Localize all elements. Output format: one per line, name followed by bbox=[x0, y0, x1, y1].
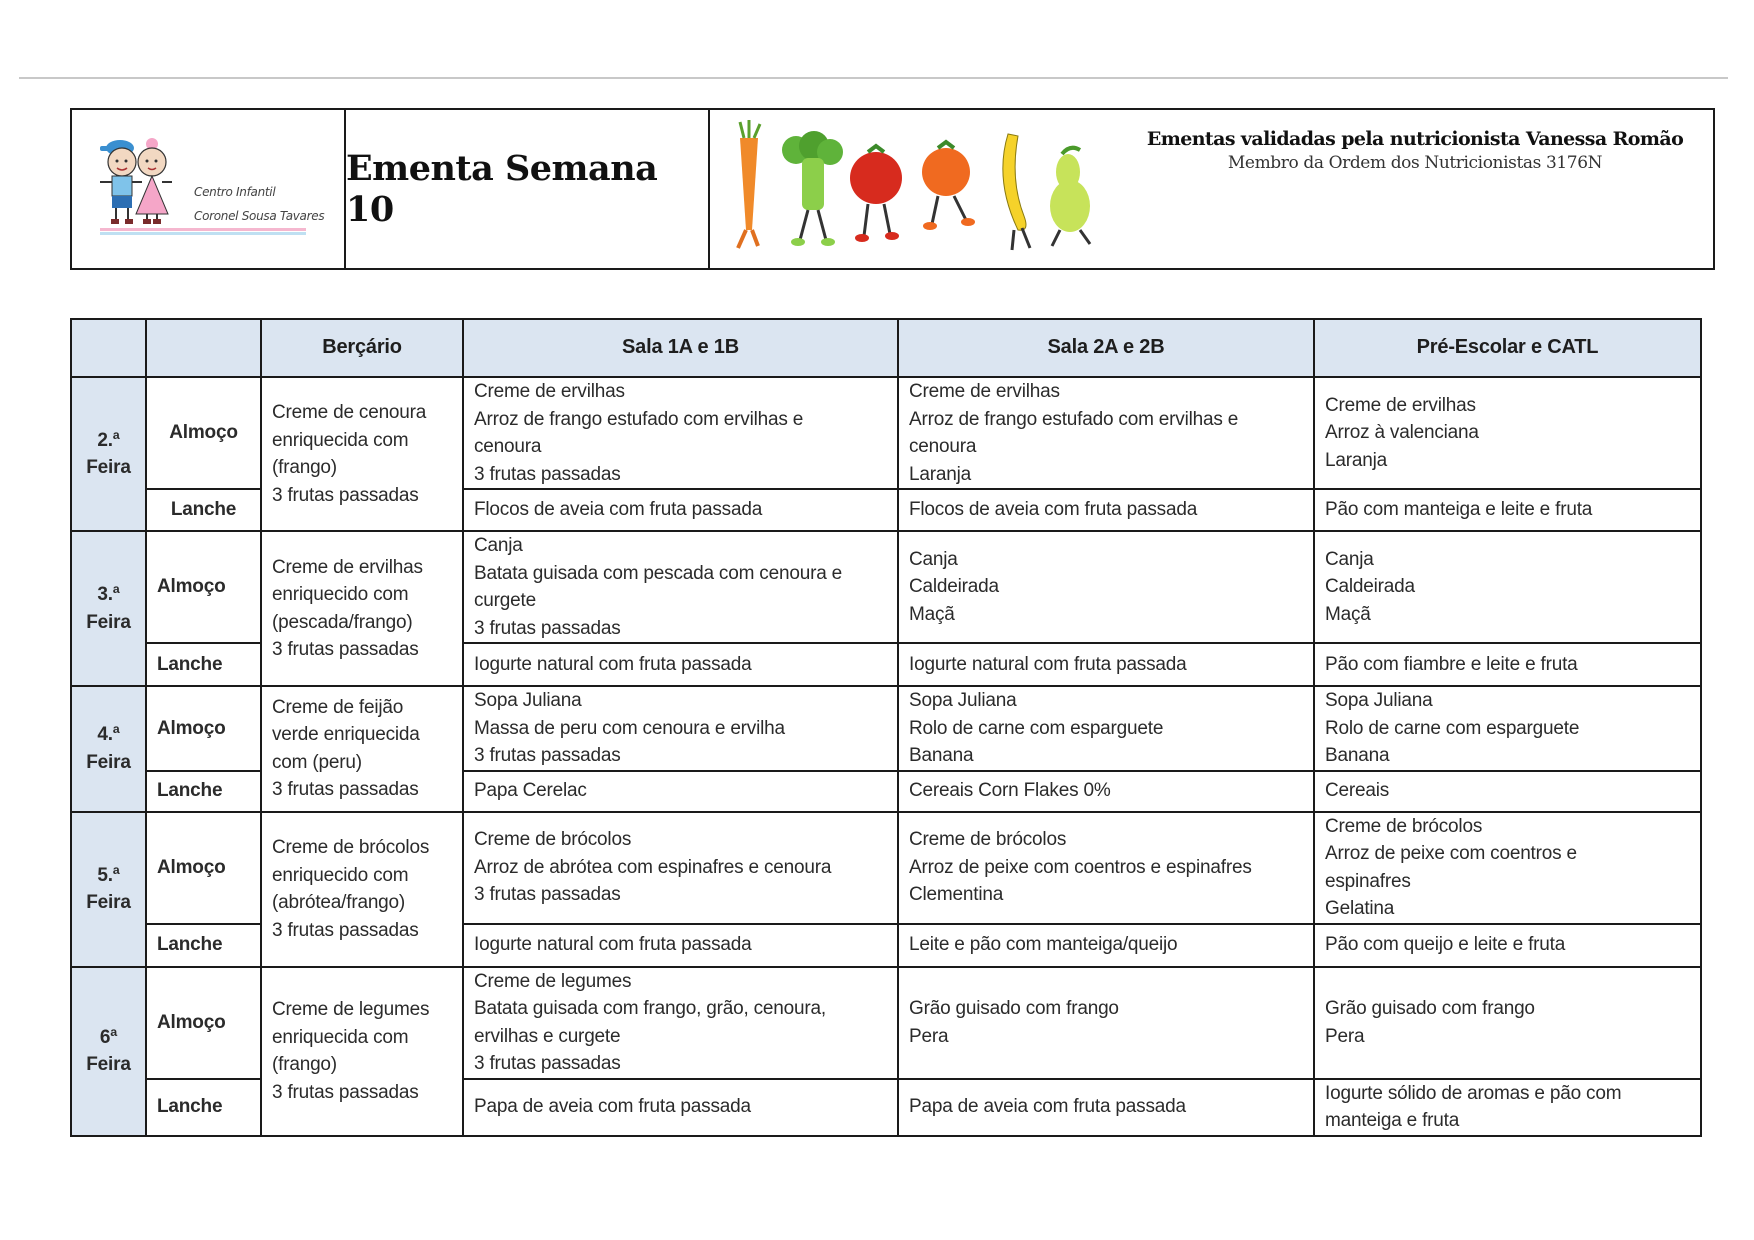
lanche-cell-sala1 bbox=[463, 1079, 898, 1136]
menu-line: Iogurte natural com fruta passada bbox=[474, 653, 752, 675]
lanche-cell-sala1 bbox=[463, 924, 898, 967]
lanche-cell-sala2 bbox=[898, 643, 1314, 686]
menu-line: Creme de brócolos bbox=[909, 829, 1067, 851]
logo-cell bbox=[72, 110, 346, 268]
menu-line: (frango) bbox=[272, 1054, 337, 1075]
logo-line-1: Centro Infantil bbox=[194, 185, 276, 199]
almoco-cell-sala1 bbox=[463, 377, 898, 489]
menu-line: cenoura bbox=[474, 436, 542, 457]
almoco-cell-sala2 bbox=[898, 377, 1314, 489]
menu-line: Feira bbox=[86, 611, 131, 633]
menu-line: Banana bbox=[909, 745, 974, 766]
menu-line: Canja bbox=[474, 535, 523, 556]
menu-line: Creme de legumes bbox=[474, 970, 632, 992]
menu-line: Creme de cenoura bbox=[272, 402, 427, 423]
menu-line: 3 frutas passadas bbox=[474, 1053, 621, 1074]
meal-label-lanche: Lanche bbox=[146, 1079, 261, 1136]
bercario-cell bbox=[261, 377, 463, 531]
meal-label-almoco: Almoço bbox=[146, 686, 261, 771]
menu-line: enriquecido com bbox=[272, 584, 409, 605]
day-label bbox=[71, 686, 146, 812]
lanche-cell-pre bbox=[1314, 643, 1701, 686]
menu-line: Canja bbox=[1325, 548, 1374, 570]
almoco-cell-sala1 bbox=[463, 812, 898, 924]
lanche-cell-sala2 bbox=[898, 1079, 1314, 1136]
menu-line: Sopa Juliana bbox=[474, 690, 582, 711]
almoco-cell-sala1 bbox=[463, 967, 898, 1079]
almoco-cell-pre bbox=[1314, 812, 1701, 924]
menu-line: Creme de ervilhas bbox=[272, 556, 423, 578]
page-title: Ementa Semana 10 bbox=[346, 148, 658, 230]
menu-line: 2.ª bbox=[97, 429, 120, 451]
validation-line-2: Membro da Ordem dos Nutricionistas 3176N bbox=[1227, 153, 1603, 173]
menu-line: 3.ª bbox=[97, 584, 120, 605]
day-label bbox=[71, 967, 146, 1136]
logo-line-2: Coronel Sousa Tavares bbox=[194, 209, 325, 223]
menu-line: Creme de ervilhas bbox=[1325, 394, 1476, 416]
menu-line: 3 frutas passadas bbox=[272, 639, 419, 660]
menu-line: Creme de ervilhas bbox=[474, 381, 625, 402]
menu-line: Leite e pão com manteiga/queijo bbox=[909, 934, 1178, 956]
menu-line: Flocos de aveia com fruta passada bbox=[474, 499, 763, 521]
menu-line: Clementina bbox=[909, 884, 1004, 906]
menu-line: enriquecida com bbox=[272, 1026, 409, 1048]
almoco-cell-sala1 bbox=[463, 531, 898, 643]
menu-line: 5.ª bbox=[97, 864, 120, 886]
menu-line: 3 frutas passadas bbox=[474, 745, 621, 766]
menu-line: Arroz de peixe com coentros e espinafres bbox=[909, 856, 1252, 878]
column-header-day bbox=[71, 319, 146, 377]
menu-line: Papa Cerelac bbox=[474, 780, 587, 802]
menu-line: Rolo de carne com esparguete bbox=[1325, 717, 1580, 739]
lanche-cell-sala2 bbox=[898, 489, 1314, 531]
meal-label-lanche: Lanche bbox=[146, 771, 261, 812]
day-label bbox=[71, 812, 146, 967]
menu-line: Creme de brócolos bbox=[474, 829, 632, 851]
menu-line: Sopa Juliana bbox=[1325, 690, 1433, 711]
kids-logo-icon bbox=[92, 124, 324, 252]
lanche-cell-pre bbox=[1314, 489, 1701, 531]
menu-line: Caldeirada bbox=[1325, 576, 1415, 598]
menu-line: (abrótea/frango) bbox=[272, 892, 406, 913]
table-row-almoco bbox=[71, 531, 1701, 643]
menu-line: com (peru) bbox=[272, 751, 362, 773]
table-row-almoco bbox=[71, 686, 1701, 771]
table-row-almoco bbox=[71, 967, 1701, 1079]
menu-line: Creme de legumes bbox=[272, 999, 430, 1020]
menu-line: (frango) bbox=[272, 457, 337, 478]
menu-line: Feira bbox=[86, 1054, 131, 1075]
menu-line: 3 frutas passadas bbox=[272, 1081, 419, 1103]
page-top-rule bbox=[19, 77, 1728, 79]
menu-line: Arroz de frango estufado com ervilhas e bbox=[474, 408, 804, 430]
menu-line: Rolo de carne com esparguete bbox=[909, 717, 1164, 739]
menu-line: 6ª bbox=[99, 1026, 118, 1048]
lanche-cell-pre bbox=[1314, 1079, 1701, 1136]
menu-line: Pera bbox=[1325, 1025, 1365, 1047]
menu-line: Creme de feijão bbox=[272, 696, 404, 718]
menu-line: Maçã bbox=[1325, 603, 1371, 625]
meal-label-lanche: Lanche bbox=[146, 643, 261, 686]
menu-line: Laranja bbox=[909, 463, 971, 485]
menu-line: Sopa Juliana bbox=[909, 690, 1017, 711]
menu-line: manteiga e fruta bbox=[1325, 1110, 1460, 1131]
almoco-cell-sala1 bbox=[463, 686, 898, 771]
lanche-cell-pre bbox=[1314, 771, 1701, 812]
table-header-row bbox=[71, 319, 1701, 377]
menu-line: curgete bbox=[474, 590, 536, 611]
menu-line: 3 frutas passadas bbox=[474, 617, 621, 639]
menu-line: Cereais bbox=[1325, 780, 1390, 802]
column-header-sala-1: Sala 1A e 1B bbox=[463, 319, 898, 377]
almoco-cell-pre bbox=[1314, 531, 1701, 643]
column-header-bercario: Berçário bbox=[261, 319, 463, 377]
menu-line: Creme de ervilhas bbox=[909, 381, 1060, 402]
meal-label-lanche: Lanche bbox=[146, 924, 261, 967]
menu-line: verde enriquecida bbox=[272, 724, 420, 746]
lanche-cell-pre bbox=[1314, 924, 1701, 967]
menu-line: 3 frutas passadas bbox=[474, 463, 621, 485]
menu-line: 4.ª bbox=[97, 724, 120, 746]
logo-text bbox=[194, 180, 324, 228]
lanche-cell-sala2 bbox=[898, 771, 1314, 812]
menu-line: Papa de aveia com fruta passada bbox=[474, 1096, 751, 1118]
meal-label-almoco: Almoço bbox=[146, 377, 261, 489]
menu-line: Arroz de peixe com coentros e bbox=[1325, 843, 1577, 864]
menu-line: Creme de brócolos bbox=[1325, 815, 1483, 837]
menu-line: 3 frutas passadas bbox=[272, 484, 419, 506]
menu-line: Papa de aveia com fruta passada bbox=[909, 1096, 1186, 1118]
menu-header bbox=[70, 108, 1715, 270]
almoco-cell-sala2 bbox=[898, 686, 1314, 771]
nutritionist-validation bbox=[1135, 128, 1695, 173]
menu-line: Banana bbox=[1325, 745, 1390, 766]
menu-line: Creme de brócolos bbox=[272, 837, 430, 858]
menu-line: Canja bbox=[909, 548, 958, 570]
table-row-almoco bbox=[71, 377, 1701, 489]
menu-line: Arroz de abrótea com espinafres e cenoura bbox=[474, 856, 832, 878]
dancing-fruits-vegetables-icon bbox=[718, 120, 1118, 258]
almoco-cell-pre bbox=[1314, 967, 1701, 1079]
day-label bbox=[71, 377, 146, 531]
menu-line: ervilhas e curgete bbox=[474, 1025, 621, 1047]
menu-line: Cereais Corn Flakes 0% bbox=[909, 780, 1111, 802]
menu-line: espinafres bbox=[1325, 870, 1411, 892]
menu-line: 3 frutas passadas bbox=[272, 919, 419, 941]
menu-line: Flocos de aveia com fruta passada bbox=[909, 499, 1198, 521]
validation-line-1: Ementas validadas pela nutricionista Vanessa Romão bbox=[1146, 128, 1684, 150]
menu-line: Arroz de frango estufado com ervilhas e bbox=[909, 408, 1239, 430]
menu-line: Caldeirada bbox=[909, 576, 999, 598]
menu-line: enriquecido com bbox=[272, 864, 409, 886]
column-header-meal bbox=[146, 319, 261, 377]
meal-label-lanche: Lanche bbox=[146, 489, 261, 531]
menu-line: Arroz à valenciana bbox=[1325, 422, 1479, 444]
title-cell bbox=[346, 110, 710, 268]
menu-line: Maçã bbox=[909, 603, 955, 625]
almoco-cell-sala2 bbox=[898, 967, 1314, 1079]
menu-line: Feira bbox=[86, 892, 131, 913]
menu-line: cenoura bbox=[909, 436, 977, 457]
menu-line: Grão guisado com frango bbox=[1325, 998, 1535, 1019]
menu-line: Pera bbox=[909, 1025, 949, 1047]
menu-line: Massa de peru com cenoura e ervilha bbox=[474, 717, 785, 739]
column-header-sala-2: Sala 2A e 2B bbox=[898, 319, 1314, 377]
bercario-cell bbox=[261, 967, 463, 1136]
column-header-pre-escolar: Pré-Escolar e CATL bbox=[1314, 319, 1701, 377]
lanche-cell-sala1 bbox=[463, 643, 898, 686]
lanche-cell-sala2 bbox=[898, 924, 1314, 967]
menu-line: Feira bbox=[86, 751, 131, 773]
bercario-cell bbox=[261, 812, 463, 967]
menu-line: Laranja bbox=[1325, 449, 1387, 471]
weekly-menu-table bbox=[70, 318, 1702, 1137]
table-row-almoco bbox=[71, 812, 1701, 924]
meal-label-almoco: Almoço bbox=[146, 531, 261, 643]
meal-label-almoco: Almoço bbox=[146, 967, 261, 1079]
almoco-cell-pre bbox=[1314, 377, 1701, 489]
menu-line: Pão com manteiga e leite e fruta bbox=[1325, 499, 1593, 521]
menu-line: 3 frutas passadas bbox=[474, 884, 621, 906]
menu-line: 3 frutas passadas bbox=[272, 779, 419, 801]
menu-line: Batata guisada com pescada com cenoura e bbox=[474, 562, 843, 584]
bercario-cell bbox=[261, 531, 463, 686]
menu-line: Pão com fiambre e leite e fruta bbox=[1325, 653, 1578, 675]
menu-line: Batata guisada com frango, grão, cenoura, bbox=[474, 998, 826, 1019]
menu-line: Pão com queijo e leite e fruta bbox=[1325, 934, 1566, 956]
menu-line: Gelatina bbox=[1325, 898, 1395, 919]
menu-line: Feira bbox=[86, 457, 131, 478]
almoco-cell-sala2 bbox=[898, 531, 1314, 643]
menu-line: (pescada/frango) bbox=[272, 611, 413, 633]
menu-line: enriquecida com bbox=[272, 429, 409, 451]
illustration-cell bbox=[710, 110, 1713, 268]
day-label bbox=[71, 531, 146, 686]
menu-line: Iogurte natural com fruta passada bbox=[909, 653, 1187, 675]
menu-line: Grão guisado com frango bbox=[909, 998, 1119, 1019]
lanche-cell-sala1 bbox=[463, 489, 898, 531]
almoco-cell-sala2 bbox=[898, 812, 1314, 924]
menu-line: Iogurte sólido de aromas e pão com bbox=[1325, 1082, 1622, 1104]
bercario-cell bbox=[261, 686, 463, 812]
lanche-cell-sala1 bbox=[463, 771, 898, 812]
meal-label-almoco: Almoço bbox=[146, 812, 261, 924]
almoco-cell-pre bbox=[1314, 686, 1701, 771]
menu-line: Iogurte natural com fruta passada bbox=[474, 934, 752, 956]
